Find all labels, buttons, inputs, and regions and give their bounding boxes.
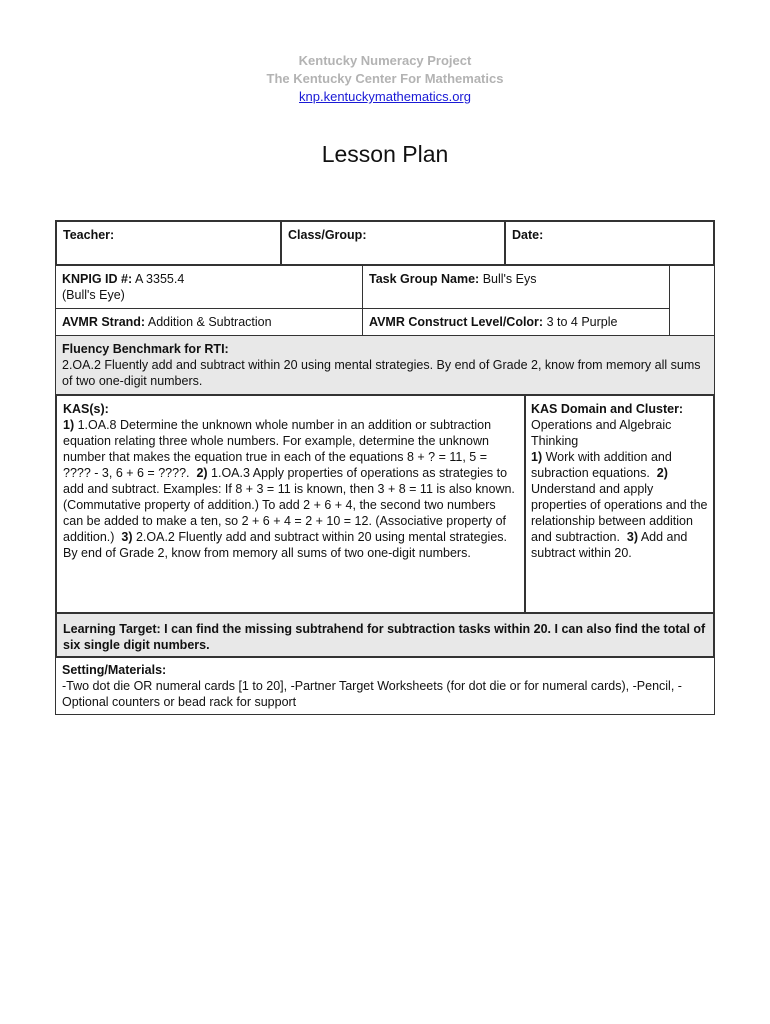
class-group-label: Class/Group: [288, 228, 367, 242]
page-title: Lesson Plan [321, 141, 449, 167]
kas-domain-label: KAS Domain and Cluster: [531, 402, 684, 416]
domain-number-2: 2) [656, 466, 668, 480]
header-center-name: The Kentucky Center For Mathematics [266, 71, 504, 86]
knpig-id-label: KNPIG ID #: [62, 272, 133, 286]
domain-cluster-1: Work with addition and subraction equations. [531, 450, 676, 480]
knpig-id-value: A 3355.4 [132, 272, 185, 286]
kas-standard-3: 2.OA.2 Fluently add and subtract within 20 using mental strategies. By end of Grade 2, know from memory all sums of two one-digit numbers. [63, 530, 511, 560]
domain-cluster-3: Add and subtract within 20. [531, 530, 691, 560]
kas-domain-text [531, 449, 711, 561]
kas-domain-cell [524, 394, 715, 614]
kas-domain-heading: Operations and Algebraic Thinking [531, 418, 672, 448]
domain-number-1: 1) [531, 450, 543, 464]
knpig-id-cell [55, 265, 363, 309]
date-cell [504, 220, 715, 266]
domain-cluster-2: Understand and apply properties of operations and the relationship between addition and subtraction. [531, 466, 711, 544]
knpig-id-subtitle: (Bull's Eye) [62, 288, 125, 302]
avmr-construct-label: AVMR Construct Level/Color: [369, 315, 544, 329]
learning-target-text: Learning Target: I can find the missing subtrahend for subtraction tasks within 20. I can also find the total of six single digit numbers. [63, 622, 706, 652]
setting-materials-text: -Two dot die OR numeral cards [1 to 20], -Partner Target Worksheets (for dot die or for numeral cards), -Pencil, -Optional counters or bead rack for support [62, 679, 682, 709]
setting-materials-label: Setting/Materials: [62, 663, 167, 677]
header-website-link[interactable]: knp.kentuckymathematics.org [299, 89, 471, 104]
kas-cell [55, 394, 526, 614]
kas-standard-2: 1.OA.3 Apply properties of operations as strategies to add and subtract. Examples: If 8 + 3 = 11 is known, then 3 + 8 = 11 is also known. (Commutative property of addition.) To add 2 + 6 + 4, the second two numbers can be added to make a ten, so 2 + 6 + 4 = 2 + 10 = 12. (Associative property of addition.) [63, 466, 519, 544]
avmr-construct-cell [362, 308, 670, 336]
setting-materials-cell [55, 656, 715, 715]
date-label: Date: [512, 228, 544, 242]
avmr-strand-value: Addition & Subtraction [145, 315, 272, 329]
fluency-benchmark-label: Fluency Benchmark for RTI: [62, 342, 229, 356]
avmr-strand-label: AVMR Strand: [62, 315, 146, 329]
task-group-cell [362, 265, 670, 309]
learning-target-cell [55, 612, 715, 658]
avmr-construct-value: 3 to 4 Purple [543, 315, 618, 329]
domain-number-3: 3) [626, 530, 639, 544]
header-project-name: Kentucky Numeracy Project [298, 53, 472, 68]
kas-number-1: 1) [63, 418, 75, 432]
teacher-label: Teacher: [63, 228, 115, 242]
kas-text [63, 417, 518, 561]
task-group-value: Bull's Eys [479, 272, 537, 286]
kas-number-3: 3) [121, 530, 133, 544]
kas-standard-1: 1.OA.8 Determine the unknown whole number in an addition or subtraction equation relating three whole numbers. For example, determine the unknown number that makes the equation true in each of the equations 8 + ? = 11, 5 = ???? - 3, 6 + 6 = ????. [63, 418, 495, 480]
kas-number-2: 2) [196, 466, 208, 480]
teacher-cell [55, 220, 282, 266]
class-group-cell [280, 220, 506, 266]
kas-label: KAS(s): [63, 402, 109, 416]
blank-side-cell [669, 265, 715, 336]
avmr-strand-cell [55, 308, 363, 336]
fluency-benchmark-cell [55, 335, 715, 395]
task-group-label: Task Group Name: [369, 272, 480, 286]
fluency-benchmark-text: 2.OA.2 Fluently add and subtract within 20 using mental strategies. By end of Grade 2, know from memory all sums of two one-digit numbers. [62, 358, 701, 388]
